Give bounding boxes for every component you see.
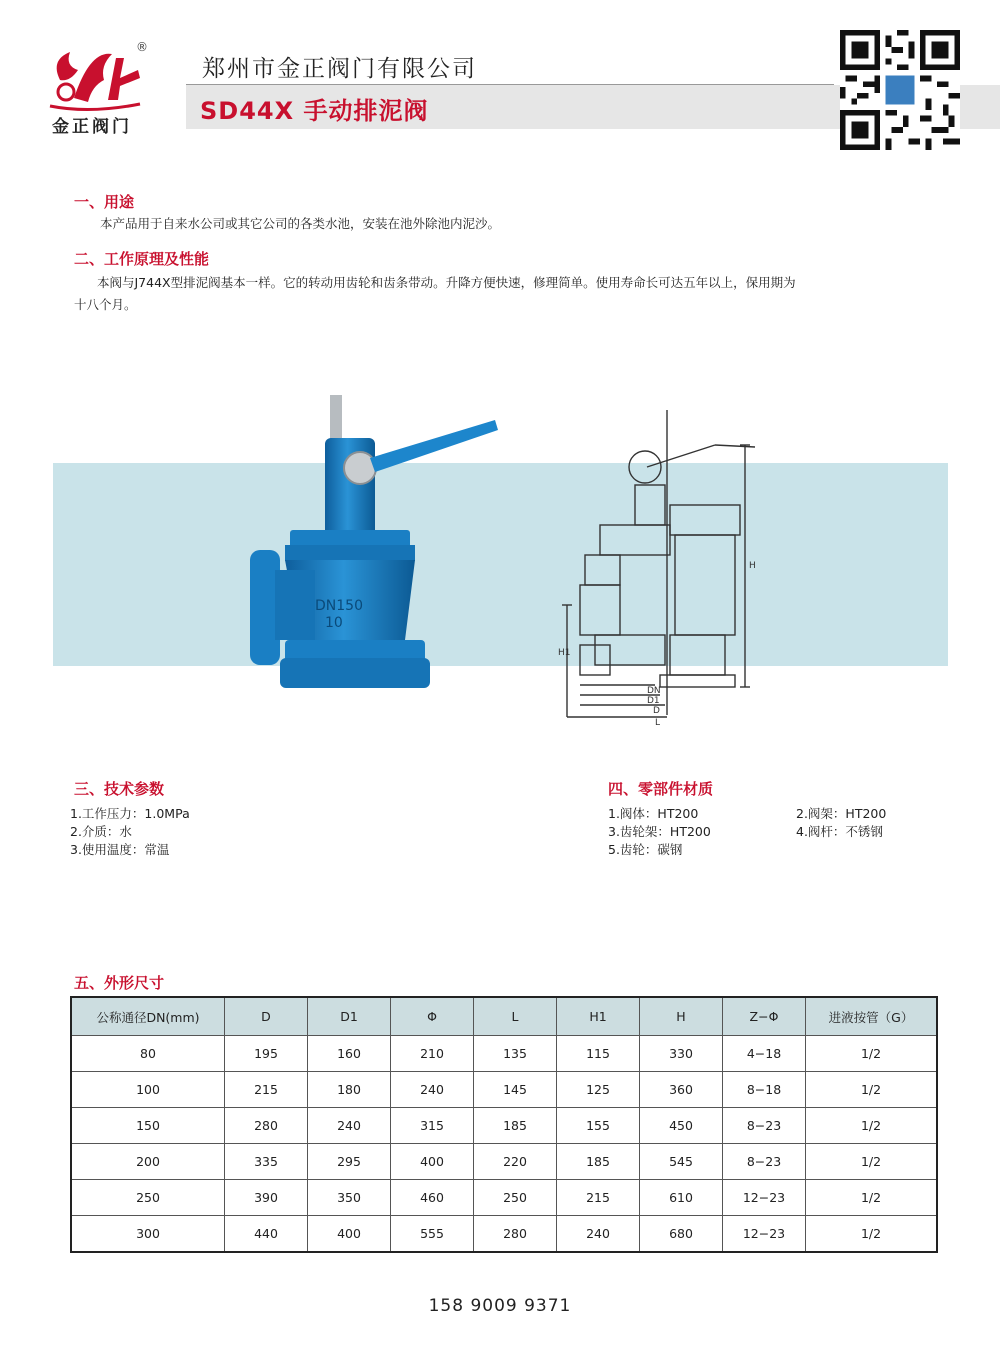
table-cell: 1/2 [806, 1108, 938, 1144]
table-cell: 450 [640, 1108, 723, 1144]
table-cell: 390 [225, 1180, 308, 1216]
table-cell: 8−23 [723, 1108, 806, 1144]
table-cell: 185 [474, 1108, 557, 1144]
drawing-label-h: H [749, 561, 756, 571]
table-cell: 4−18 [723, 1036, 806, 1072]
material-frame: 2.阀架：HT200 [796, 806, 887, 821]
company-name: 郑州市金正阀门有限公司 [202, 56, 477, 82]
registered-mark: ® [136, 40, 148, 54]
tech-param-pressure: 1.工作压力：1.0MPa [70, 806, 190, 821]
section-heading-tech-params: 三、技术参数 [74, 780, 165, 798]
phone-number: 158 9009 9371 [428, 1296, 572, 1316]
principle-text-line1: 本阀与J744X型排泥阀基本一样。它的转动用齿轮和齿条带动。升降方便快速，修理简单。使用寿命长可达五年以上，保用期为 [97, 275, 796, 290]
section-heading-dimensions: 五、外形尺寸 [74, 974, 165, 992]
table-cell: 12−23 [723, 1216, 806, 1253]
table-cell: 280 [474, 1216, 557, 1253]
table-cell: 335 [225, 1144, 308, 1180]
usage-text: 本产品用于自来水公司或其它公司的各类水池，安装在池外除池内泥沙。 [100, 216, 501, 231]
table-cell: 545 [640, 1144, 723, 1180]
table-cell: 8−23 [723, 1144, 806, 1180]
col-header-phi: Φ [391, 997, 474, 1036]
table-cell: 215 [557, 1180, 640, 1216]
table-cell: 400 [308, 1216, 391, 1253]
table-cell: 80 [71, 1036, 225, 1072]
table-cell: 215 [225, 1072, 308, 1108]
table-cell: 115 [557, 1036, 640, 1072]
table-row [71, 1108, 937, 1144]
tech-param-temperature: 3.使用温度：常温 [70, 842, 170, 857]
table-cell: 210 [391, 1036, 474, 1072]
table-row [71, 1036, 937, 1072]
dimensions-table [70, 996, 938, 1253]
valve-photo [230, 390, 510, 710]
section-heading-materials: 四、零部件材质 [608, 780, 714, 798]
col-header-l: L [474, 997, 557, 1036]
table-header-row [71, 997, 937, 1036]
col-header-d: D [225, 997, 308, 1036]
principle-text-line2: 十八个月。 [74, 297, 137, 312]
material-gear: 5.齿轮：碳钢 [608, 842, 683, 857]
table-cell: 250 [71, 1180, 225, 1216]
table-cell: 240 [557, 1216, 640, 1253]
drawing-label-h1: H1 [558, 648, 571, 658]
table-cell: 12−23 [723, 1180, 806, 1216]
drawing-label-dn: DN [647, 686, 661, 696]
table-cell: 135 [474, 1036, 557, 1072]
table-row [71, 1072, 937, 1108]
col-header-z-phi: Z−Φ [723, 997, 806, 1036]
table-cell: 8−18 [723, 1072, 806, 1108]
table-cell: 200 [71, 1144, 225, 1180]
table-cell: 240 [391, 1072, 474, 1108]
table-row [71, 1180, 937, 1216]
table-cell: 100 [71, 1072, 225, 1108]
col-header-h: H [640, 997, 723, 1036]
col-header-h1: H1 [557, 997, 640, 1036]
col-header-d1: D1 [308, 997, 391, 1036]
table-cell: 360 [640, 1072, 723, 1108]
table-cell: 150 [71, 1108, 225, 1144]
table-cell: 1/2 [806, 1036, 938, 1072]
table-cell: 330 [640, 1036, 723, 1072]
table-cell: 125 [557, 1072, 640, 1108]
table-cell: 300 [71, 1216, 225, 1253]
table-cell: 220 [474, 1144, 557, 1180]
table-cell: 1/2 [806, 1216, 938, 1253]
col-header-inlet-pipe: 进液按管（G） [806, 997, 938, 1036]
table-cell: 180 [308, 1072, 391, 1108]
table-cell: 315 [391, 1108, 474, 1144]
tech-param-medium: 2.介质：水 [70, 824, 132, 839]
table-row [71, 1144, 937, 1180]
table-cell: 1/2 [806, 1144, 938, 1180]
technical-drawing [555, 405, 765, 725]
material-stem: 4.阀杆：不锈钢 [796, 824, 883, 839]
material-body: 1.阀体：HT200 [608, 806, 699, 821]
table-cell: 160 [308, 1036, 391, 1072]
section-heading-usage: 一、用途 [74, 193, 135, 211]
table-row [71, 1216, 937, 1253]
table-cell: 1/2 [806, 1072, 938, 1108]
brand-name: 金正阀门 [52, 117, 132, 137]
table-cell: 400 [391, 1144, 474, 1180]
table-cell: 555 [391, 1216, 474, 1253]
table-cell: 280 [225, 1108, 308, 1144]
material-gear-frame: 3.齿轮架：HT200 [608, 824, 711, 839]
casting-text-pn: 10 [325, 615, 343, 631]
col-header-dn: 公称通径DN(mm) [71, 997, 225, 1036]
table-cell: 250 [474, 1180, 557, 1216]
table-cell: 145 [474, 1072, 557, 1108]
section-heading-principle: 二、工作原理及性能 [74, 250, 210, 268]
drawing-label-l: L [655, 718, 661, 725]
table-cell: 460 [391, 1180, 474, 1216]
table-cell: 195 [225, 1036, 308, 1072]
table-cell: 240 [308, 1108, 391, 1144]
product-title: SD44X 手动排泥阀 [200, 97, 429, 125]
table-cell: 185 [557, 1144, 640, 1180]
table-cell: 440 [225, 1216, 308, 1253]
drawing-label-d1: D1 [647, 696, 660, 706]
table-cell: 155 [557, 1108, 640, 1144]
table-cell: 295 [308, 1144, 391, 1180]
table-cell: 350 [308, 1180, 391, 1216]
table-cell: 1/2 [806, 1180, 938, 1216]
table-cell: 680 [640, 1216, 723, 1253]
casting-text-dn: DN150 [315, 598, 363, 614]
drawing-label-d: D [653, 706, 660, 716]
qr-code [840, 30, 960, 150]
table-cell: 610 [640, 1180, 723, 1216]
